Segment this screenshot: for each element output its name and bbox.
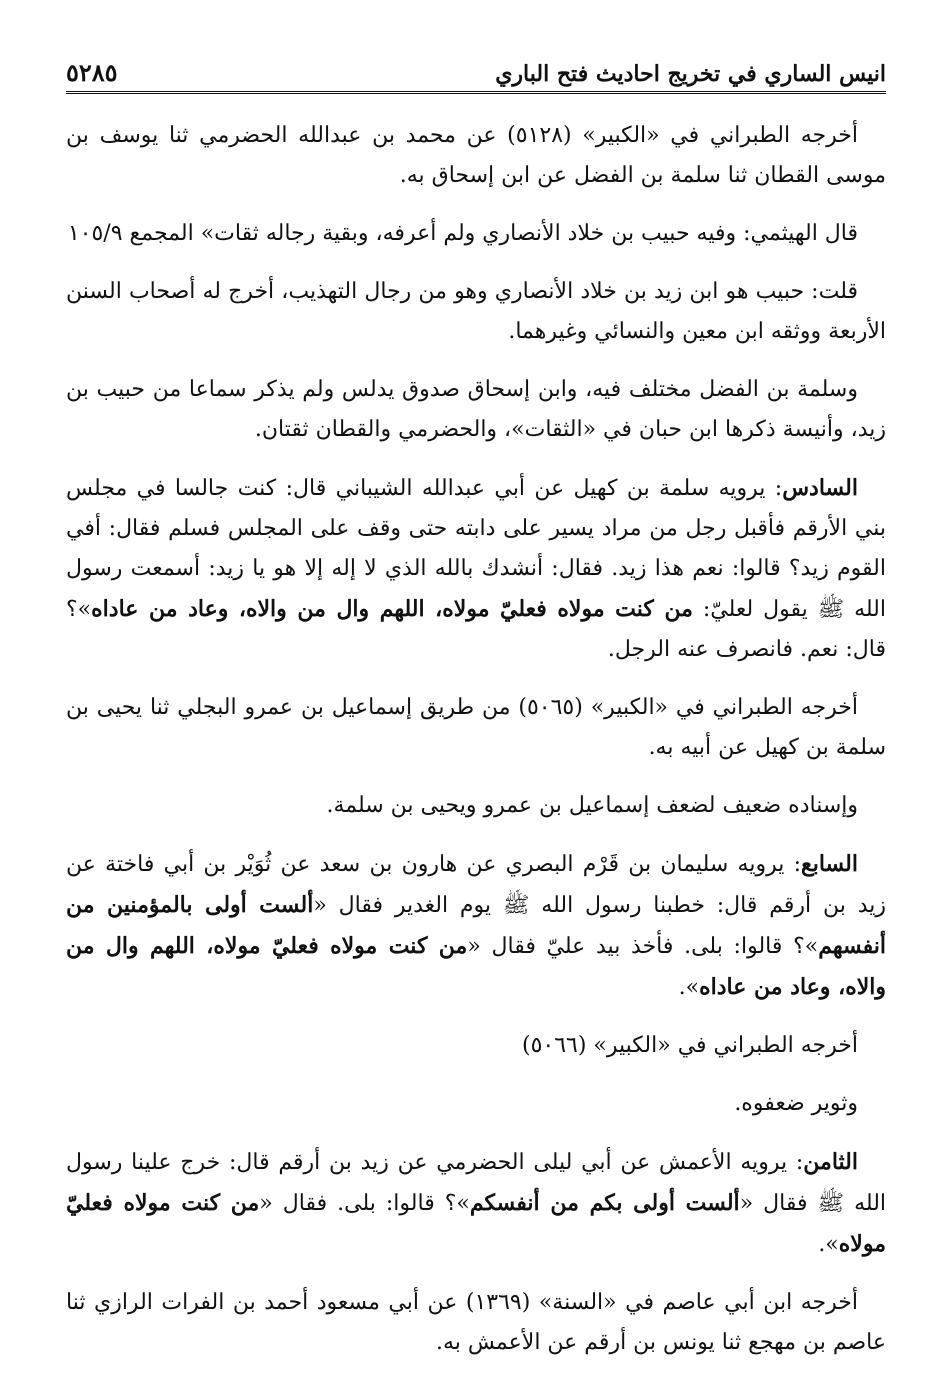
hadith-quote: ألست أولى بالمؤمنين من أنفسهم	[66, 892, 886, 959]
hadith-quote: من كنت مولاه فعليّ مولاه، اللهم وال من والاه، وعاد من عاداه	[91, 596, 693, 622]
paragraph: قال الهيثمي: وفيه حبيب بن خلاد الأنصاري ولم أعرفه، وبقية رجاله ثقات» المجمع ١٠٥/٩	[67, 221, 858, 246]
text-run: ».	[818, 1232, 839, 1257]
paragraph: وسلمة بن الفضل مختلف فيه، وابن إسحاق صدوق يدلس ولم يذكر سماعا من حبيب بن زيد، وأنيسة ذكرها ابن حبان في «الثقات»، والحضرمي والقطان ثقتان.	[66, 377, 886, 442]
text-run: : يرويه سليمان بن قَرْم البصري عن هارون بن سعد عن ثُوَيْر بن أبي فاختة عن زيد بن أرقم قال: خطبنا رسول الله ﷺ يوم الغدير فقال «	[66, 852, 886, 918]
text-run: »؟ قالوا: بلى. فقال «	[259, 1191, 470, 1216]
text-run: »؟ قال: نعم. فانصرف عنه الرجل.	[66, 597, 886, 662]
paragraph: أخرجه ابن أبي عاصم في «السنة» (١٣٦٩) عن أبي مسعود أحمد بن الفرات الرازي ثنا عاصم بن مهجع ثنا يونس بن أرقم عن الأعمش به.	[66, 1290, 886, 1355]
paragraph	[66, 1142, 886, 1265]
paragraph: قلت: حبيب هو ابن زيد بن خلاد الأنصاري وهو من رجال التهذيب، أخرج له أصحاب السنن الأربعة ووثقه ابن معين والنسائي وغيرهما.	[66, 279, 886, 344]
text-run: : يرويه سلمة بن كهيل عن أبي عبدالله الشيباني قال: كنت جالسا في مجلس بني الأرقم فأقبل رجل من مراد يسير على دابته حتى وقف على المجلس فسلم فقال: أفي القوم زيد؟ قالوا: نعم هذا زيد. فقال: أنشدك بالله الذي لا إله إلا هو يا زيد: أسمعت رسول الله ﷺ يقول لعليّ:	[66, 476, 886, 622]
text-run: »؟ قالوا: بلى. فأخذ بيد عليّ فقال «	[467, 934, 819, 959]
section-lead: السابع	[801, 851, 858, 877]
paragraph: وإسناده ضعيف لضعف إسماعيل بن عمرو ويحيى بن سلمة.	[326, 793, 858, 818]
hadith-quote: ألست أولى بكم من أنفسكم	[469, 1190, 740, 1216]
paragraph: أخرجه الطبراني في «الكبير» (٥٠٦٥) من طريق إسماعيل بن عمرو البجلي ثنا يحيى بن سلمة بن كهيل عن أبيه به.	[66, 695, 886, 760]
text-run: : يرويه الأعمش عن أبي ليلى الحضرمي عن زيد بن أرقم قال: خرج علينا رسول الله ﷺ فقال «	[66, 1150, 887, 1216]
section-lead: الثامن	[803, 1149, 858, 1175]
hadith-quote: من كنت مولاه فعليّ مولاه	[66, 1190, 886, 1257]
section-lead: السادس	[782, 475, 858, 501]
paragraph: أخرجه الطبراني في «الكبير» (٥٠٦٦)	[521, 1033, 858, 1058]
hadith-quote: من كنت مولاه فعليّ مولاه، اللهم وال من والاه، وعاد من عاداه	[66, 933, 886, 1000]
paragraph	[66, 468, 886, 670]
page-header	[66, 58, 886, 94]
paragraph: أخرجه الطبراني في «الكبير» (٥١٢٨) عن محمد بن عبدالله الحضرمي ثنا يوسف بن موسى القطان ثنا سلمة بن الفضل عن ابن إسحاق به.	[66, 123, 886, 188]
paragraph: وثوير ضعفوه.	[734, 1091, 858, 1116]
page-number: ٥٢٨٥	[66, 58, 118, 87]
paragraph	[66, 844, 886, 1008]
running-title: انيس الساري في تخريج احاديث فتح الباري	[495, 61, 886, 87]
text-run: ».	[678, 975, 700, 1000]
